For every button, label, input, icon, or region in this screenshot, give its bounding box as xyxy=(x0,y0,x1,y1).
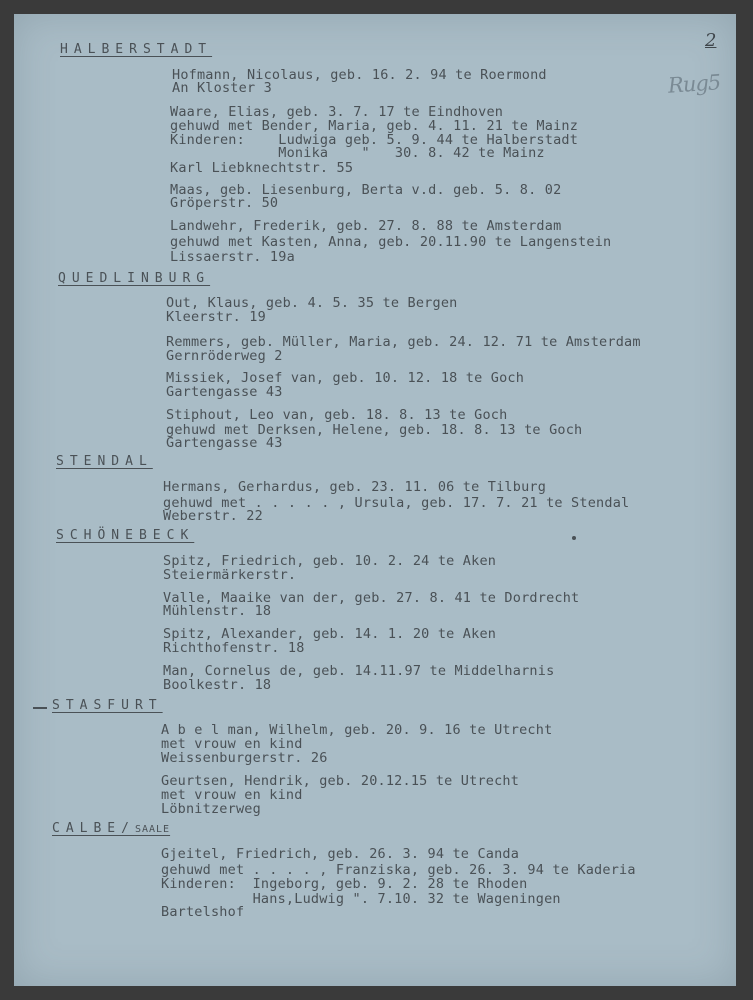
entry-line: Gartengasse 43 xyxy=(166,384,283,400)
entry-line: Hermans, Gerhardus, geb. 23. 11. 06 te Tilburg xyxy=(163,479,547,495)
entry-line: Richthofenstr. 18 xyxy=(163,640,305,656)
section-heading-halberstadt: HALBERSTADT xyxy=(60,42,213,57)
entry-line: Missiek, Josef van, geb. 10. 12. 18 te Goch xyxy=(166,370,525,386)
entry-line: Remmers, geb. Müller, Maria, geb. 24. 12. 71 te Amsterdam xyxy=(166,334,641,350)
entry-line: Out, Klaus, geb. 4. 5. 35 te Bergen xyxy=(166,295,458,311)
entry-line: Landwehr, Frederik, geb. 27. 8. 88 te Amsterdam xyxy=(170,218,562,234)
entry-line: Gernröderweg 2 xyxy=(166,348,283,364)
ink-dot xyxy=(572,536,576,540)
entry-line: Spitz, Friedrich, geb. 10. 2. 24 te Aken xyxy=(163,553,497,569)
saale-handwritten: SAALE xyxy=(134,824,171,835)
section-heading-stasfurt: STASFURT xyxy=(52,698,163,713)
entry-line: Weissenburgerstr. 26 xyxy=(161,750,328,766)
entry-line: gehuwd met Kasten, Anna, geb. 20.11.90 te Langenstein xyxy=(170,234,612,250)
entry-line: Kinderen: Ingeborg, geb. 9. 2. 28 te Rhoden xyxy=(161,876,528,892)
entry-line: gehuwd met . . . . , Franziska, geb. 26. 3. 94 te Kaderia xyxy=(161,862,636,878)
entry-line: Boolkestr. 18 xyxy=(163,677,272,693)
entry-line: met vrouw en kind xyxy=(161,787,303,803)
entry-line: Karl Liebknechtstr. 55 xyxy=(170,160,354,176)
entry-line: Maas, geb. Liesenburg, Berta v.d. geb. 5. 8. 02 xyxy=(170,182,562,198)
handwritten-annotation: Rug5 xyxy=(667,70,721,98)
entry-line: Bartelshof xyxy=(161,904,245,920)
entry-line: gehuwd met Derksen, Helene, geb. 18. 8. 13 te Goch xyxy=(166,422,583,438)
entry-line: Steiermärkerstr. xyxy=(163,567,297,583)
entry-line: Monika " 30. 8. 42 te Mainz xyxy=(170,145,545,161)
entry-line: Hofmann, Nicolaus, geb. 16. 2. 94 te Roermond xyxy=(172,67,547,83)
entry-line: gehuwd met Bender, Maria, geb. 4. 11. 21 te Mainz xyxy=(170,118,579,134)
entry-line: Waare, Elias, geb. 3. 7. 17 te Eindhoven xyxy=(170,104,504,120)
entry-line: Kleerstr. 19 xyxy=(166,309,266,325)
entry-line: Stiphout, Leo van, geb. 18. 8. 13 te Goch xyxy=(166,407,508,423)
section-heading-stendal: STENDAL xyxy=(56,454,153,469)
entry-line: Weberstr. 22 xyxy=(163,508,263,524)
entry-line: Lissaerstr. 19a xyxy=(170,249,295,265)
margin-dash xyxy=(33,707,47,709)
entry-line: Gröperstr. 50 xyxy=(170,195,279,211)
entry-line: Gartengasse 43 xyxy=(166,435,283,451)
entry-line: Gjeitel, Friedrich, geb. 26. 3. 94 te Canda xyxy=(161,846,520,862)
entry-line: Geurtsen, Hendrik, geb. 20.12.15 te Utrecht xyxy=(161,773,520,789)
section-heading-quedlinburg: QUEDLINBURG xyxy=(58,271,211,286)
entry-line: gehuwd met . . . . . , Ursula, geb. 17. 7. 21 te Stendal xyxy=(163,495,630,511)
entry-line: Hans,Ludwig ". 7.10. 32 te Wageningen xyxy=(161,891,561,907)
entry-line: Man, Cornelus de, geb. 14.11.97 te Middelharnis xyxy=(163,663,555,679)
entry-line: Valle, Maaike van der, geb. 27. 8. 41 te Dordrecht xyxy=(163,590,580,606)
section-heading-schoenebeck: SCHÖNEBECK xyxy=(56,528,195,543)
entry-line: Löbnitzerweg xyxy=(161,801,261,817)
calbe-typed: CALBE/ xyxy=(52,821,135,836)
section-heading-calbe xyxy=(52,821,170,837)
entry-line: An Kloster 3 xyxy=(172,80,272,96)
entry-line: A b e l man, Wilhelm, geb. 20. 9. 16 te Utrecht xyxy=(161,722,553,738)
entry-line: Mühlenstr. 18 xyxy=(163,603,272,619)
entry-line: met vrouw en kind xyxy=(161,736,303,752)
entry-line: Spitz, Alexander, geb. 14. 1. 20 te Aken xyxy=(163,626,497,642)
entry-line: Kinderen: Ludwiga geb. 5. 9. 44 te Halberstadt xyxy=(170,132,579,148)
page-number: 2 xyxy=(705,30,717,51)
